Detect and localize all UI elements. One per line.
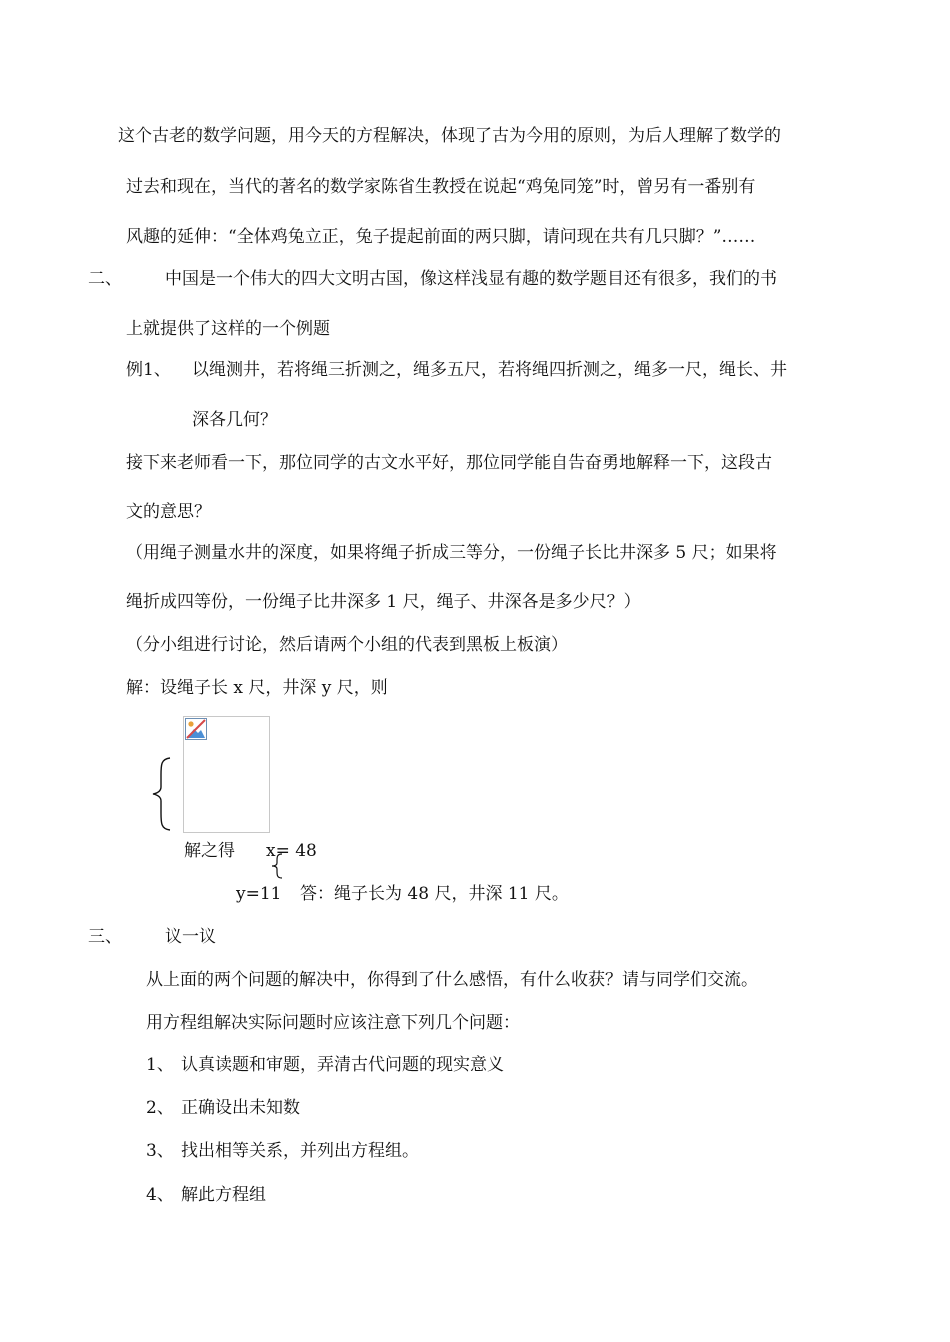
example-text: 以绳测井，若将绳三折测之，绳多五尺，若将绳四折测之，绳多一尺，绳长、井: [192, 360, 787, 380]
paragraph-line: 文的意思？: [126, 502, 211, 522]
section-title: 议一议: [165, 927, 216, 947]
paragraph-line: 接下来老师看一下，那位同学的古文水平好，那位同学能自告奋勇地解释一下，这段古: [126, 453, 772, 473]
list-item: 认真读题和审题，弄清古代问题的现实意义: [181, 1055, 504, 1075]
paragraph-line: 从上面的两个问题的解决中，你得到了什么感悟，有什么收获？请与同学们交流。: [146, 970, 758, 990]
solved-label: 解之得: [184, 841, 235, 861]
equation-image-placeholder: [183, 716, 270, 833]
list-item-number: 4、: [146, 1185, 174, 1205]
paragraph-line: （分小组进行讨论，然后请两个小组的代表到黑板上板演）: [126, 635, 568, 655]
section-text: 中国是一个伟大的四大文明古国，像这样浅显有趣的数学题目还有很多，我们的书: [165, 269, 777, 289]
paragraph-line: 过去和现在，当代的著名的数学家陈省生教授在说起“鸡兔同笼”时，曾另有一番别有: [126, 177, 756, 197]
paragraph-line: 这个古老的数学问题，用今天的方程解决，体现了古为今用的原则，为后人理解了数学的: [118, 126, 781, 146]
example-label: 例1、: [126, 360, 171, 380]
curly-brace-icon: [150, 757, 174, 831]
section-text: 上就提供了这样的一个例题: [126, 319, 330, 339]
y-result: y=11: [236, 884, 282, 904]
curly-brace-small-icon: [270, 853, 284, 879]
paragraph-line: 风趣的延伸：“全体鸡兔立正，兔子提起前面的两只脚，请问现在共有几只脚？”……: [126, 227, 756, 247]
list-item: 解此方程组: [181, 1185, 266, 1205]
answer: 答：绳子长为 48 尺，井深 11 尺。: [300, 884, 569, 904]
list-item-number: 2、: [146, 1098, 174, 1118]
solution-setup: 解：设绳子长 x 尺，井深 y 尺，则: [126, 678, 388, 698]
list-item: 找出相等关系，并列出方程组。: [181, 1141, 419, 1161]
x-result: x= 48: [266, 841, 317, 861]
example-text: 深各几何？: [192, 410, 277, 430]
section-number: 二、: [88, 269, 122, 289]
broken-image-icon: [185, 718, 207, 740]
section-number: 三、: [88, 927, 122, 947]
paragraph-line: （用绳子测量水井的深度，如果将绳子折成三等分，一份绳子长比井深多 5 尺；如果将: [126, 543, 777, 563]
paragraph-line: 用方程组解决实际问题时应该注意下列几个问题：: [146, 1013, 520, 1033]
paragraph-line: 绳折成四等份，一份绳子比井深多 1 尺，绳子、井深各是多少尺？）: [126, 592, 641, 612]
list-item-number: 1、: [146, 1055, 174, 1075]
list-item-number: 3、: [146, 1141, 174, 1161]
list-item: 正确设出未知数: [181, 1098, 300, 1118]
